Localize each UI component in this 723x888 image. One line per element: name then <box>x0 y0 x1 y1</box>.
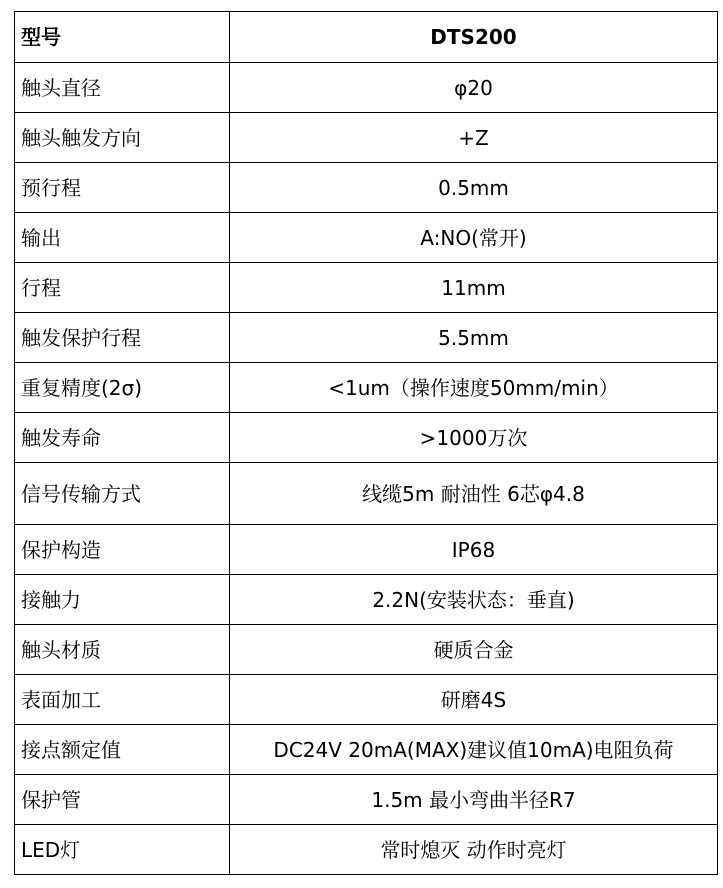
spec-row <box>15 413 718 463</box>
spec-label: 保护管 <box>15 775 230 825</box>
spec-value: 研磨4S <box>230 675 718 725</box>
spec-label: 触发寿命 <box>15 413 230 463</box>
spec-row <box>15 163 718 213</box>
spec-label: 触头直径 <box>15 63 230 113</box>
spec-value: 11mm <box>230 263 718 313</box>
spec-row <box>15 825 718 875</box>
spec-label: 表面加工 <box>15 675 230 725</box>
spec-row <box>15 625 718 675</box>
spec-value: 常时熄灭 动作时亮灯 <box>230 825 718 875</box>
spec-row <box>15 525 718 575</box>
spec-row <box>15 775 718 825</box>
spec-label: 触头材质 <box>15 625 230 675</box>
spec-label: 保护构造 <box>15 525 230 575</box>
spec-value: 0.5mm <box>230 163 718 213</box>
spec-label: 预行程 <box>15 163 230 213</box>
spec-row <box>15 113 718 163</box>
spec-value: >1000万次 <box>230 413 718 463</box>
spec-row <box>15 63 718 113</box>
spec-value: 1.5m 最小弯曲半径R7 <box>230 775 718 825</box>
spec-row <box>15 675 718 725</box>
spec-label: 接点额定值 <box>15 725 230 775</box>
spec-label: 行程 <box>15 263 230 313</box>
spec-value: 硬质合金 <box>230 625 718 675</box>
spec-value: 5.5mm <box>230 313 718 363</box>
spec-table <box>14 11 718 875</box>
spec-value: 2.2N(安装状态：垂直) <box>230 575 718 625</box>
spec-value: +Z <box>230 113 718 163</box>
spec-row <box>15 725 718 775</box>
spec-row <box>15 313 718 363</box>
spec-value: A:NO(常开) <box>230 213 718 263</box>
spec-label: LED灯 <box>15 825 230 875</box>
spec-value: IP68 <box>230 525 718 575</box>
header-label: 型号 <box>15 12 230 63</box>
spec-label: 信号传输方式 <box>15 463 230 525</box>
spec-label: 触发保护行程 <box>15 313 230 363</box>
spec-value: DC24V 20mA(MAX)建议值10mA)电阻负荷 <box>230 725 718 775</box>
spec-label: 重复精度(2σ) <box>15 363 230 413</box>
spec-label: 输出 <box>15 213 230 263</box>
spec-value: φ20 <box>230 63 718 113</box>
table-header-row <box>15 12 718 63</box>
spec-row <box>15 363 718 413</box>
spec-row <box>15 463 718 525</box>
spec-value: <1um（操作速度50mm/min） <box>230 363 718 413</box>
spec-row <box>15 263 718 313</box>
spec-value: 线缆5m 耐油性 6芯φ4.8 <box>230 463 718 525</box>
spec-label: 触头触发方向 <box>15 113 230 163</box>
spec-row <box>15 575 718 625</box>
spec-row <box>15 213 718 263</box>
spec-label: 接触力 <box>15 575 230 625</box>
header-value: DTS200 <box>230 12 718 63</box>
